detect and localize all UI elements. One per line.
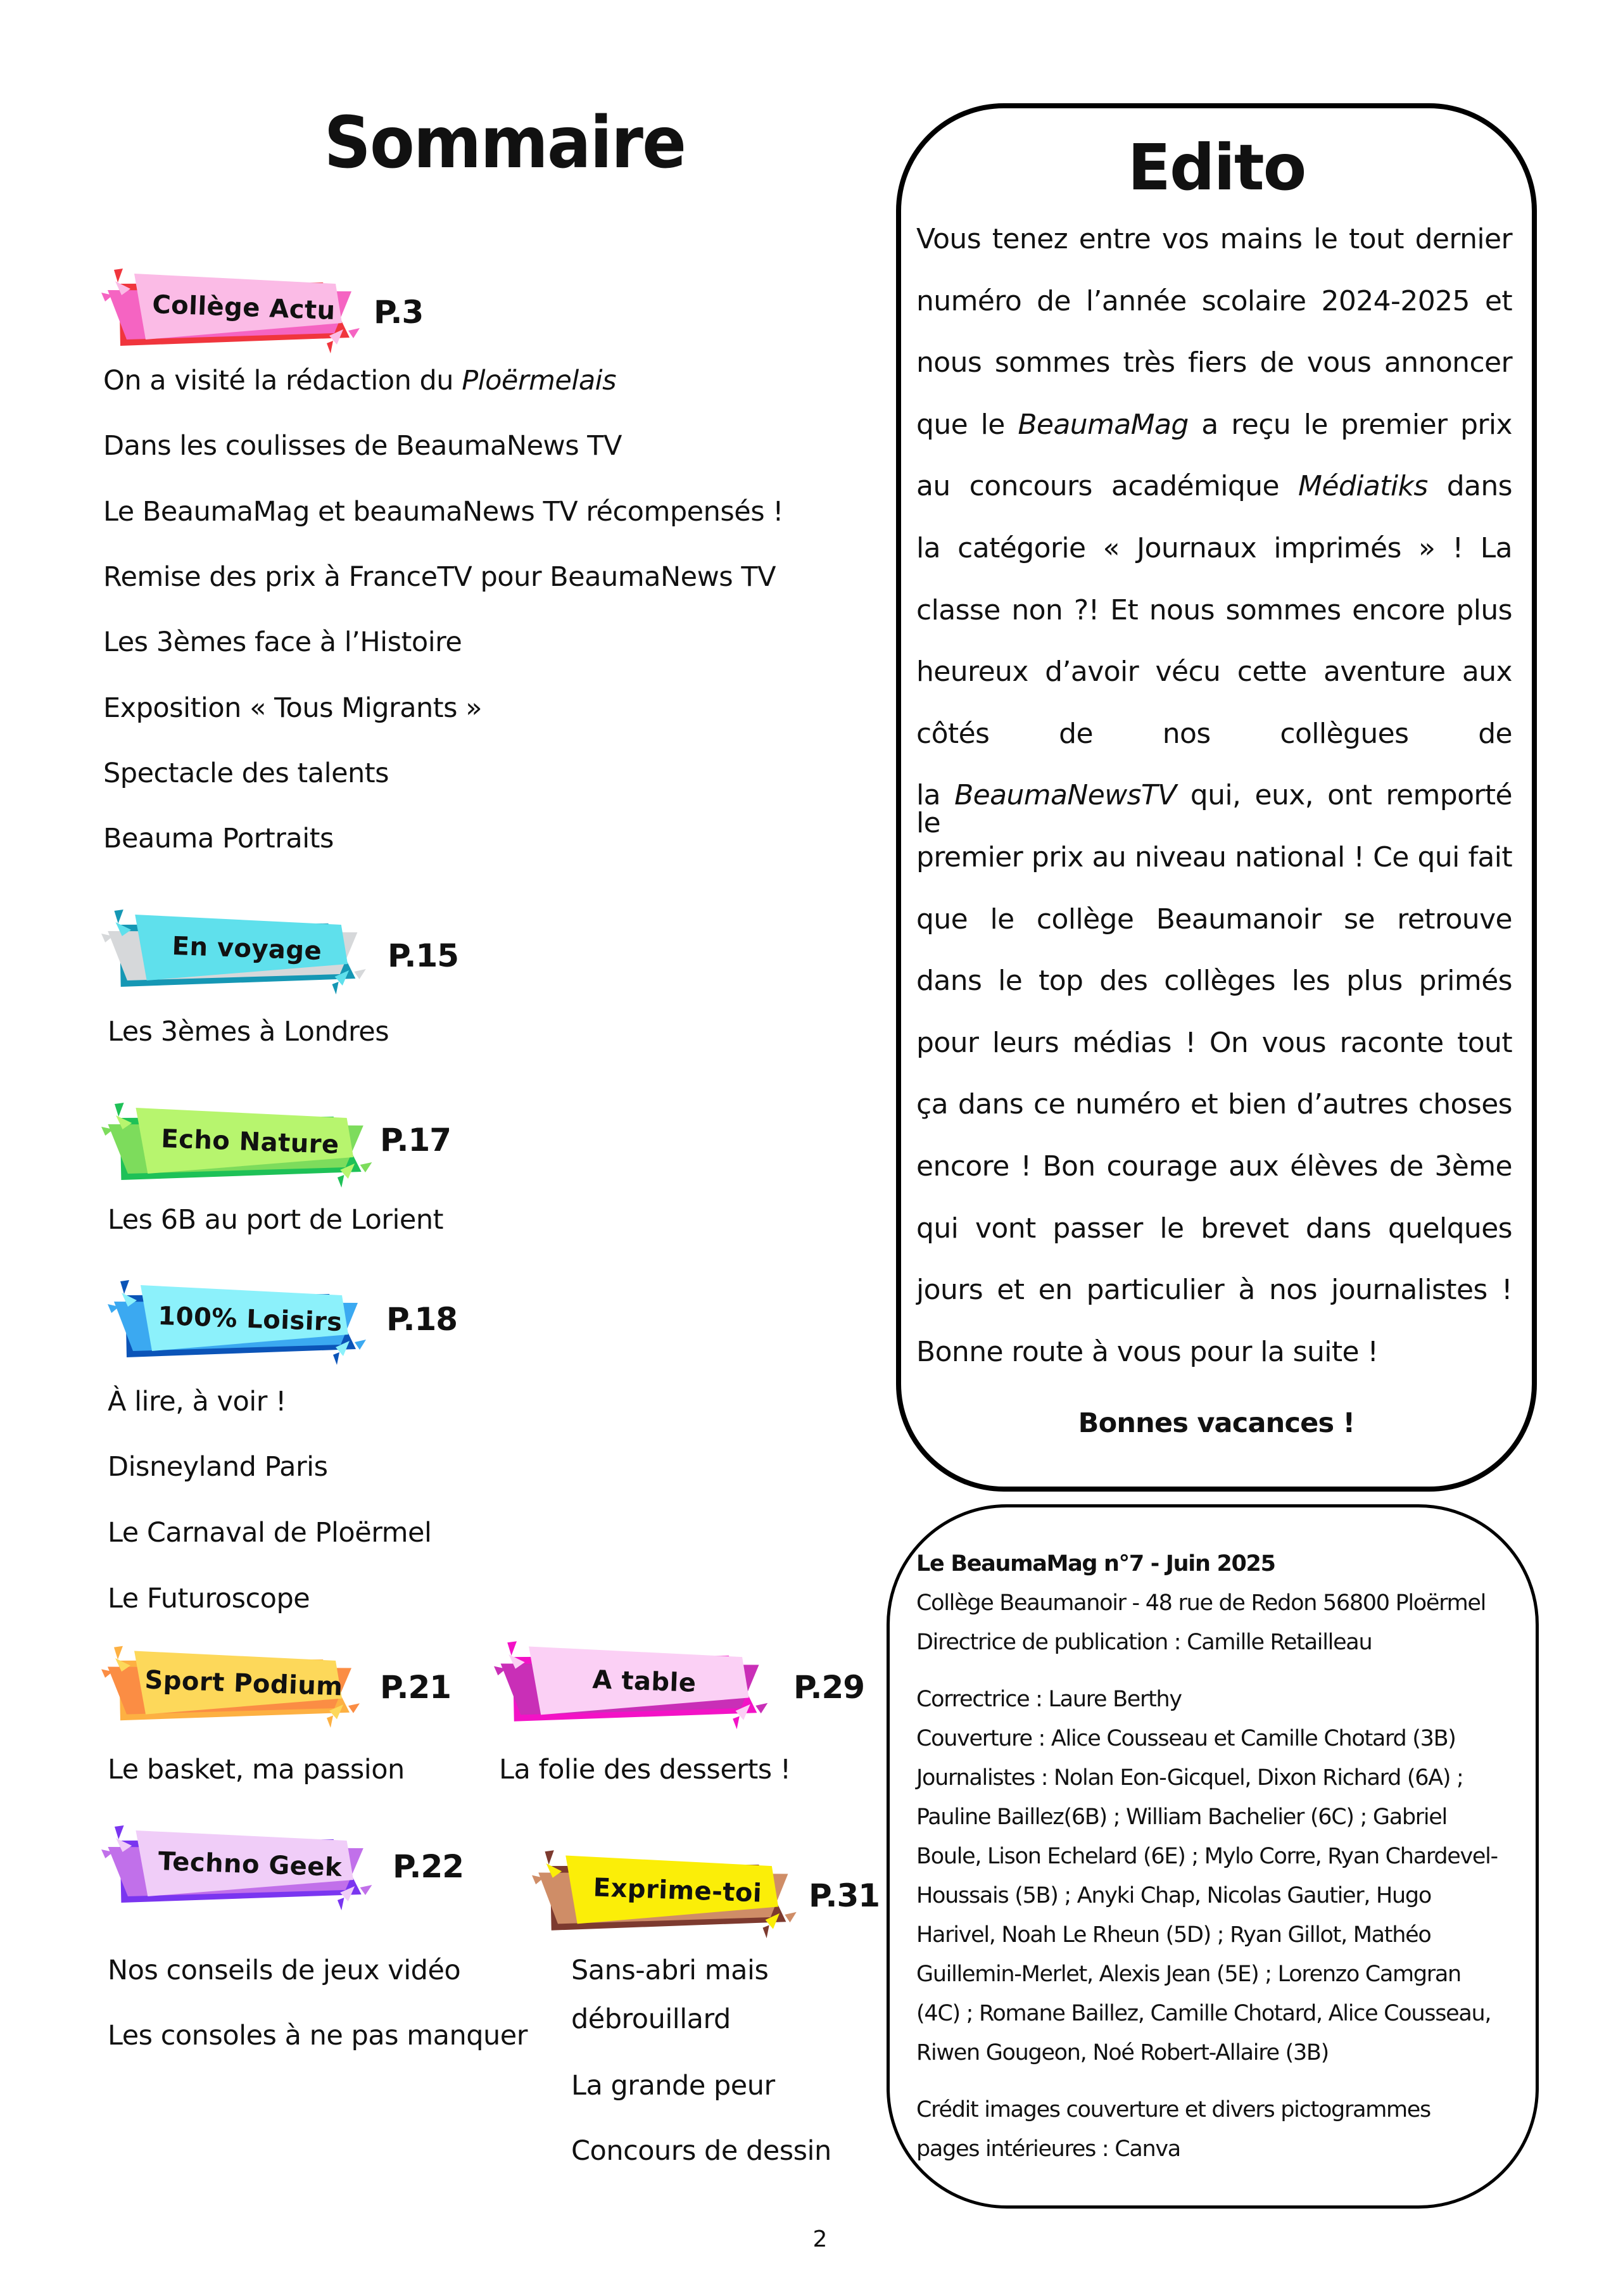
edito-text: Bonne route à vous pour la suite ! xyxy=(916,1335,1379,1368)
page-number: 2 xyxy=(812,2226,828,2252)
toc-item xyxy=(108,1204,443,1236)
section-banner-sport-podium xyxy=(101,1642,367,1725)
edito-line xyxy=(916,1026,1512,1060)
toc-item-text: Les 6B au port de Lorient xyxy=(108,1204,443,1236)
edito-line xyxy=(916,408,1512,441)
edito-line xyxy=(916,1150,1512,1183)
edito-line xyxy=(916,225,1512,256)
toc-item-text: Les consoles à ne pas manquer xyxy=(108,2020,527,2052)
edito-line xyxy=(916,593,1512,627)
edito-text: pour leurs médias ! On vous raconte tout xyxy=(916,1026,1512,1059)
toc-item xyxy=(108,1756,405,1784)
section-banner-exprime-toi xyxy=(532,1846,804,1935)
banner-triangle-deco xyxy=(114,910,123,923)
toc-item xyxy=(108,1018,389,1046)
edito-title: Edito xyxy=(1127,130,1306,205)
edito-text: que le collège Beaumanoir se retrouve xyxy=(916,903,1512,936)
edito-line xyxy=(916,1212,1512,1245)
section-page-ref: P.29 xyxy=(793,1669,865,1706)
toc-item-text: Remise des prix à FranceTV pour BeaumaNews TV xyxy=(103,561,776,593)
edito-text: au concours académique xyxy=(916,470,1299,503)
section-page-ref: P.3 xyxy=(374,294,424,331)
toc-item-text: Beauma Portraits xyxy=(103,823,334,854)
section-banner-label: A table xyxy=(591,1665,697,1698)
edito-text: numéro de l’année scolaire 2024-2025 et xyxy=(916,284,1512,317)
credits-line: Couverture : Alice Cousseau et Camille Chotard (3B) xyxy=(916,1726,1456,1751)
section-banner-loisirs xyxy=(108,1276,374,1362)
toc-item-text: Nos conseils de jeux vidéo xyxy=(108,1955,461,1986)
banner-triangle-deco xyxy=(360,1885,372,1895)
toc-item xyxy=(103,825,334,853)
toc-item xyxy=(108,1451,328,1483)
edito-italic-text: BeaumaMag xyxy=(1018,408,1189,441)
credits-line: Houssais (5B) ; Anyki Chap, Nicolas Gautier, Hugo xyxy=(916,1883,1431,1908)
credits-line: Collège Beaumanoir - 48 rue de Redon 56800 Ploërmel xyxy=(916,1590,1486,1616)
section-banner-label: Sport Podium xyxy=(144,1665,344,1702)
sommaire-title: Sommaire xyxy=(324,102,686,184)
credits-line: pages intérieures : Canva xyxy=(916,2136,1180,2162)
edito-text: nous sommes très fiers de vous annoncer xyxy=(916,346,1512,379)
credits-line: Pauline Baillez(6B) ; William Bachelier (6C) ; Gabriel xyxy=(916,1804,1447,1830)
toc-item xyxy=(103,626,462,658)
edito-text: a reçu le premier prix xyxy=(1188,408,1512,441)
toc-item-text: La grande peur xyxy=(571,2070,775,2102)
toc-item xyxy=(108,2022,527,2050)
edito-closing: Bonnes vacances ! xyxy=(1078,1407,1355,1439)
toc-item-text: Spectacle des talents xyxy=(103,758,389,789)
section-banner-techno-geek xyxy=(101,1822,380,1907)
edito-text: la catégorie « Journaux imprimés » ! La xyxy=(916,532,1512,564)
toc-item xyxy=(499,1756,791,1784)
toc-item-text: Concours de dessin xyxy=(571,2135,831,2167)
edito-line xyxy=(916,1335,1512,1369)
toc-item-text: Exposition « Tous Migrants » xyxy=(103,692,483,724)
toc-item xyxy=(571,2072,775,2100)
credits-line: Boule, Lison Echelard (6E) ; Mylo Corre, Ryan Chardevel- xyxy=(916,1844,1498,1869)
banner-triangle-deco xyxy=(114,1646,123,1659)
edito-italic-text: BeaumaNewsTV xyxy=(954,779,1177,812)
toc-item-text: Le Carnaval de Ploërmel xyxy=(108,1517,432,1549)
banner-triangle-deco xyxy=(114,269,123,282)
banner-triangle-deco xyxy=(120,1280,129,1294)
credits-line: Journalistes : Nolan Eon-Gicquel, Dixon Richard (6A) ; xyxy=(916,1765,1463,1791)
credits-line: Crédit images couverture et divers pictogrammes xyxy=(916,2097,1430,2122)
edito-text: qui, eux, ont remporté le xyxy=(916,779,1513,840)
edito-line xyxy=(916,903,1512,936)
toc-item-text: À lire, à voir ! xyxy=(108,1386,286,1418)
credits-line: (4C) ; Romane Baillez, Camille Chotard, Alice Cousseau, xyxy=(916,2001,1491,2026)
toc-item-italic: Ploërmelais xyxy=(462,365,617,396)
toc-item xyxy=(108,1388,286,1416)
banner-triangle-deco xyxy=(355,1340,366,1350)
edito-text: la xyxy=(916,779,955,812)
banner-triangle-deco xyxy=(507,1641,517,1656)
banner-triangle-deco xyxy=(755,1703,767,1714)
section-banner-en-voyage xyxy=(101,906,374,991)
section-page-ref: P.31 xyxy=(809,1877,880,1914)
toc-item xyxy=(103,430,622,462)
section-banner-echo-nature xyxy=(101,1099,380,1184)
edito-text: jours et en particulier à nos journalistes ! xyxy=(916,1274,1512,1307)
toc-item-text: La folie des desserts ! xyxy=(499,1754,791,1785)
section-banner-label: En voyage xyxy=(171,931,323,966)
credits-line: Riwen Gougeon, Noé Robert-Allaire (3B) xyxy=(916,2040,1329,2065)
toc-item-text: Les 3èmes face à l’Histoire xyxy=(103,626,462,658)
edito-text: qui vont passer le brevet dans quelques xyxy=(916,1212,1512,1245)
edito-text: premier prix au niveau national ! Ce qui fait xyxy=(916,841,1512,873)
toc-item xyxy=(108,1585,310,1613)
edito-text: heureux d’avoir vécu cette aventure aux xyxy=(916,656,1512,688)
edito-line xyxy=(916,658,1512,688)
edito-italic-text: Médiatiks xyxy=(1298,470,1428,503)
edito-line xyxy=(916,1276,1512,1307)
edito-text: dans le top des collèges les plus primés xyxy=(916,965,1512,998)
edito-line xyxy=(916,284,1512,318)
section-banner-label: 100% Loisirs xyxy=(157,1301,343,1337)
edito-line xyxy=(916,967,1512,998)
toc-item xyxy=(103,760,389,787)
toc-item-text: Le BeaumaMag et beaumaNews TV récompensés ! xyxy=(103,496,784,528)
toc-item-text: Le basket, ma passion xyxy=(108,1754,405,1785)
toc-item xyxy=(571,1957,768,1984)
section-banner-college-actu xyxy=(101,265,367,350)
credits-line: Guillemin-Merlet, Alexis Jean (5E) ; Lorenzo Camgran xyxy=(916,1962,1461,1987)
edito-text: encore ! Bon courage aux élèves de 3ème xyxy=(916,1150,1512,1183)
edito-line xyxy=(916,470,1512,503)
banner-triangle-deco xyxy=(354,969,365,979)
section-page-ref: P.22 xyxy=(393,1848,464,1885)
edito-text: côtés de nos collègues de xyxy=(916,717,1512,750)
banner-triangle-deco xyxy=(115,1825,124,1839)
banner-triangle-deco xyxy=(348,328,360,338)
edito-text: que le xyxy=(916,408,1018,441)
toc-item xyxy=(108,1957,460,1984)
toc-item-text: Disneyland Paris xyxy=(108,1451,328,1483)
edito-text: Vous tenez entre vos mains le tout dernier xyxy=(916,223,1512,255)
toc-item xyxy=(108,1519,431,1547)
section-page-ref: P.21 xyxy=(380,1669,452,1706)
banner-triangle-deco xyxy=(115,1103,124,1117)
toc-item-text: Le Futuroscope xyxy=(108,1583,310,1614)
banner-triangle-deco xyxy=(785,1912,796,1923)
toc-item xyxy=(103,498,783,526)
toc-item-text: Dans les coulisses de BeaumaNews TV xyxy=(103,430,622,462)
section-banner-label: Echo Nature xyxy=(160,1124,340,1160)
toc-item xyxy=(103,692,483,724)
section-page-ref: P.17 xyxy=(380,1122,452,1158)
section-banner-label: Collège Actu xyxy=(151,289,336,326)
section-page-ref: P.18 xyxy=(386,1301,458,1338)
toc-item xyxy=(571,2135,831,2167)
toc-item-text: Sans-abri mais xyxy=(571,1955,769,1986)
section-banner-a-table xyxy=(494,1637,776,1726)
edito-line xyxy=(916,717,1512,751)
credits-line: Correctrice : Laure Berthy xyxy=(916,1687,1182,1712)
edito-line xyxy=(916,841,1512,874)
toc-item-text: Les 3èmes à Londres xyxy=(108,1016,389,1048)
edito-line xyxy=(916,779,1513,840)
credits-line: Harivel, Noah Le Rheun (5D) ; Ryan Gillot, Mathéo xyxy=(916,1922,1431,1948)
section-banner-label: Techno Geek xyxy=(158,1846,343,1882)
section-banner-label: Exprime-toi xyxy=(593,1873,762,1908)
edito-line xyxy=(916,532,1512,565)
banner-triangle-deco xyxy=(545,1850,553,1865)
banner-triangle-deco xyxy=(360,1162,372,1172)
toc-item xyxy=(571,2003,731,2035)
credits-heading: Le BeaumaMag n°7 - Juin 2025 xyxy=(916,1551,1275,1576)
edito-text: classe non ?! Et nous sommes encore plus xyxy=(916,593,1512,626)
toc-item-text: On a visité la rédaction du xyxy=(103,365,462,396)
toc-item xyxy=(103,367,616,395)
toc-item-text: débrouillard xyxy=(571,2003,731,2035)
edito-line xyxy=(916,1088,1512,1121)
edito-text: dans xyxy=(1427,470,1512,503)
credits-line: Directrice de publication : Camille Retailleau xyxy=(916,1630,1372,1655)
section-page-ref: P.15 xyxy=(388,937,459,974)
edito-line xyxy=(916,346,1512,379)
edito-text: ça dans ce numéro et bien d’autres choses xyxy=(916,1088,1512,1121)
toc-item xyxy=(103,561,776,593)
banner-triangle-deco xyxy=(348,1703,360,1713)
